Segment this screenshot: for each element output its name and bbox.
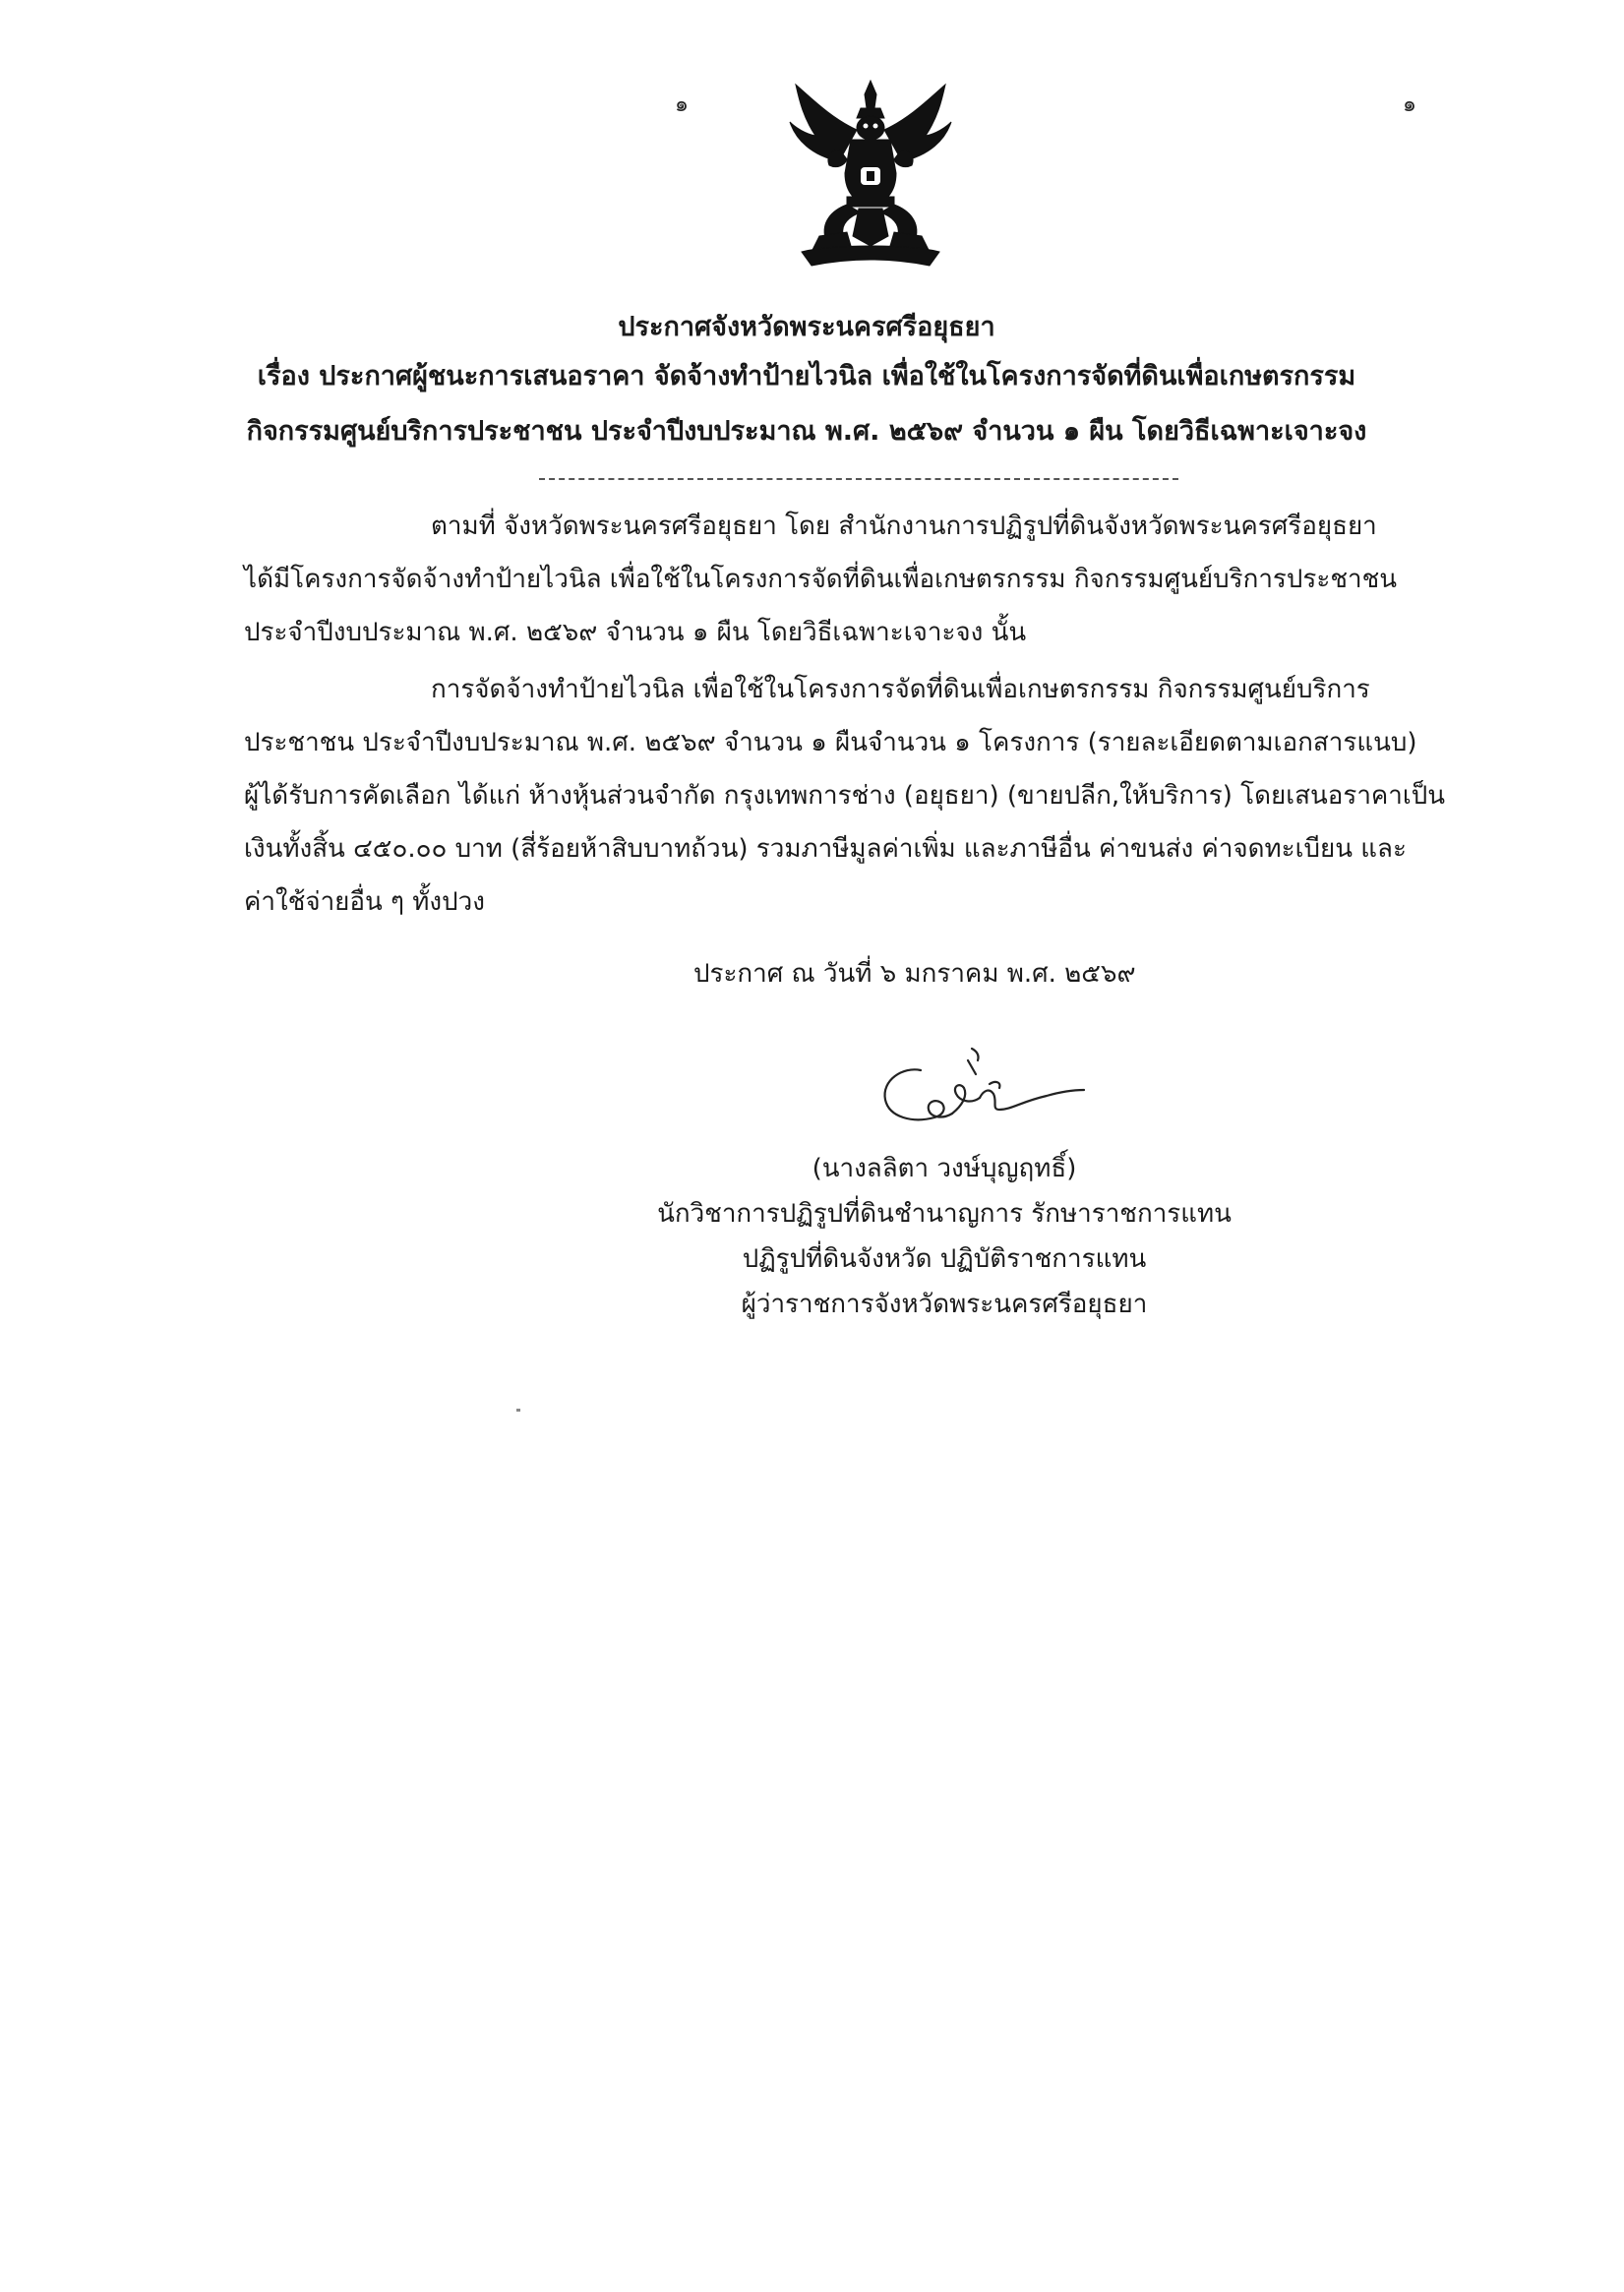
handwritten-signature [873,1041,1090,1139]
body-paragraph-2 [244,663,1474,929]
paragraph-line: ได้มีโครงการจัดจ้างทำป้ายไวนิล เพื่อใช้ในโครงการจัดที่ดินเพื่อเกษตรกรรม กิจกรรมศูนย์บริการประชาชน [244,565,1397,594]
paragraph-line: การจัดจ้างทำป้ายไวนิล เพื่อใช้ในโครงการจัดที่ดินเพื่อเกษตรกรรม กิจกรรมศูนย์บริการ [431,675,1370,704]
announcement-subject-continued: กิจกรรมศูนย์บริการประชาชน ประจำปีงบประมาณ พ.ศ. ๒๕๖๙ จำนวน ๑ ผืน โดยวิธีเฉพาะเจาะจง [246,416,1367,447]
announcement-date: ประกาศ ณ วันที่ ๖ มกราคม พ.ศ. ๒๕๖๙ [693,959,1136,989]
paragraph-line: ค่าใช้จ่ายอื่น ๆ ทั้งปวง [244,887,485,917]
announcement-title: ประกาศจังหวัดพระนครศรีอยุธยา [618,312,995,342]
paragraph-line: เงินทั้งสิ้น ๔๕๐.๐๐ บาท (สี่ร้อยห้าสิบบาทถ้วน) รวมภาษีมูลค่าเพิ่ม และภาษีอื่น ค่าขนส่ง ค่าจดทะเบียน และ [244,834,1407,864]
signer-position: นักวิชาการปฏิรูปที่ดินชำนาญการ รักษาราชการแทน [657,1199,1232,1229]
paragraph-line: ประจำปีงบประมาณ พ.ศ. ๒๕๖๙ จำนวน ๑ ผืน โดยวิธีเฉพาะเจาะจง นั้น [244,618,1027,647]
signer-name: (นางลลิตา วงษ์บุญฤทธิ์) [812,1154,1077,1183]
signer-authority: ผู้ว่าราชการจังหวัดพระนครศรีอยุธยา [741,1290,1148,1319]
body-paragraph-1 [244,500,1474,659]
scan-speck [516,1409,520,1412]
announcement-subject: เรื่อง ประกาศผู้ชนะการเสนอราคา จัดจ้างทำป้ายไวนิล เพื่อใช้ในโครงการจัดที่ดินเพื่อเกษตรกรรม [257,361,1356,392]
page-mark-right: ๑ [1403,92,1416,117]
paragraph-line: ประชาชน ประจำปีงบประมาณ พ.ศ. ๒๕๖๙ จำนวน ๑ ผืนจำนวน ๑ โครงการ (รายละเอียดตามเอกสารแนบ) [244,728,1417,757]
paragraph-line: ผู้ได้รับการคัดเลือก ได้แก่ ห้างหุ้นส่วนจำกัด กรุงเทพการช่าง (อยุธยา) (ขายปลีก,ให้บริการ) โดยเสนอราคาเป็น [244,781,1446,811]
page-mark-left: ๑ [675,92,689,117]
heading-divider [539,478,1178,480]
paragraph-line: ตามที่ จังหวัดพระนครศรีอยุธยา โดย สำนักงานการปฏิรูปที่ดินจังหวัดพระนครศรีอยุธยา [431,512,1377,541]
signer-acting-position: ปฏิรูปที่ดินจังหวัด ปฏิบัติราชการแทน [742,1244,1147,1274]
garuda-emblem-icon [782,79,959,275]
